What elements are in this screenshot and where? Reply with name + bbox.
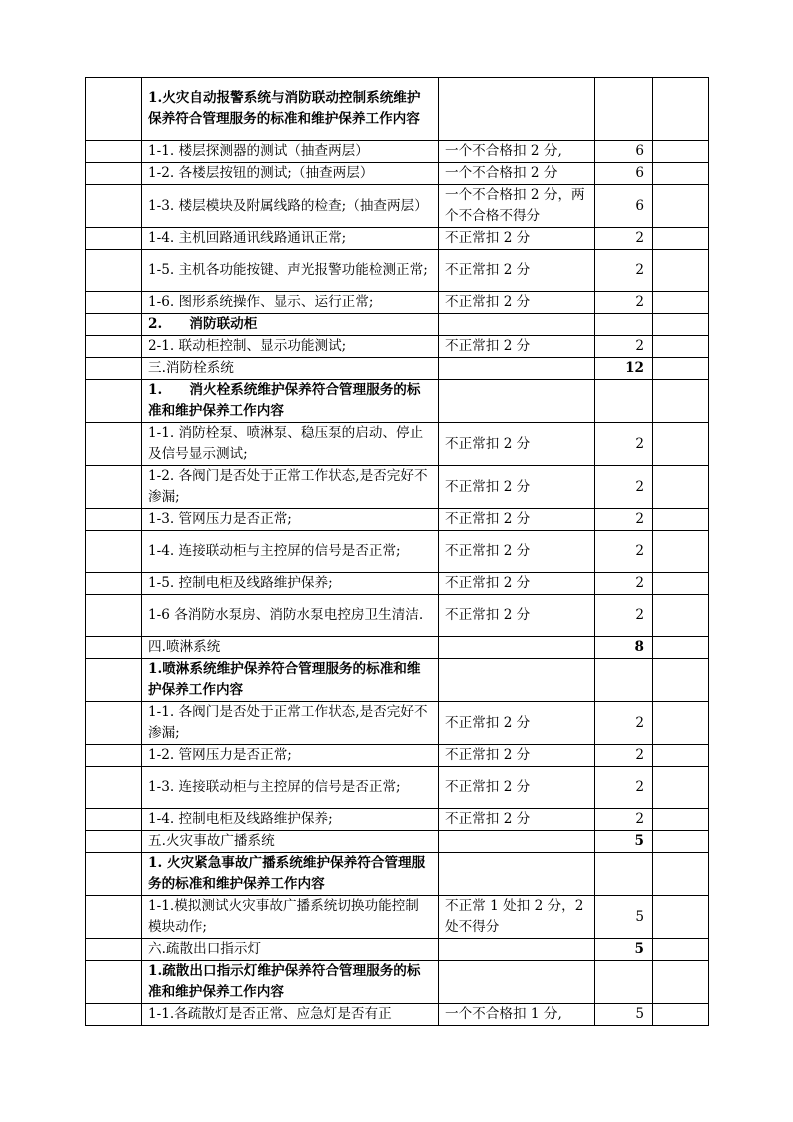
section-row [86, 637, 709, 659]
remarks-cell [653, 228, 709, 250]
table-row [86, 1004, 709, 1026]
remarks-cell [653, 1004, 709, 1026]
table-row [86, 336, 709, 358]
item-text: 1-4. 控制电柜及线路维护保养; [142, 809, 439, 831]
deduction-rule [439, 659, 595, 702]
item-text: 1-4. 连接联动柜与主控屏的信号是否正常; [142, 531, 439, 573]
score-cell: 2 [595, 702, 653, 745]
section-row [86, 939, 709, 961]
table-body [86, 78, 709, 1026]
index-cell [86, 809, 142, 831]
remarks-cell [653, 767, 709, 809]
deduction-rule: 一个不合格扣 1 分, [439, 1004, 595, 1026]
remarks-cell [653, 896, 709, 939]
deduction-rule [439, 78, 595, 141]
deduction-rule: 不正常扣 2 分 [439, 702, 595, 745]
deduction-rule [439, 358, 595, 380]
deduction-rule [439, 831, 595, 853]
heading-text: 1. 火灾紧急事故广播系统维护保养符合管理服务的标准和维护保养工作内容 [142, 853, 439, 896]
index-cell [86, 314, 142, 336]
deduction-rule: 不正常扣 2 分 [439, 745, 595, 767]
deduction-rule: 不正常 1 处扣 2 分，2 处不得分 [439, 896, 595, 939]
score-cell [595, 659, 653, 702]
deduction-rule: 一个不合格扣 2 分, [439, 141, 595, 163]
score-cell: 2 [595, 809, 653, 831]
score-cell: 6 [595, 185, 653, 228]
score-cell: 2 [595, 573, 653, 595]
remarks-cell [653, 573, 709, 595]
deduction-rule [439, 314, 595, 336]
item-text: 1-6 各消防水泵房、消防水泵电控房卫生清洁. [142, 595, 439, 637]
index-cell [86, 573, 142, 595]
item-text: 1-1. 各阀门是否处于正常工作状态,是否完好不渗漏; [142, 702, 439, 745]
deduction-rule: 不正常扣 2 分 [439, 336, 595, 358]
index-cell [86, 292, 142, 314]
remarks-cell [653, 292, 709, 314]
item-text: 1-5. 主机各功能按键、声光报警功能检测正常; [142, 250, 439, 292]
remarks-cell [653, 314, 709, 336]
remarks-cell [653, 358, 709, 380]
deduction-rule: 不正常扣 2 分 [439, 573, 595, 595]
score-cell [595, 961, 653, 1004]
heading-row [86, 380, 709, 423]
table-row [86, 809, 709, 831]
item-text: 1-4. 主机回路通讯线路通讯正常; [142, 228, 439, 250]
remarks-cell [653, 185, 709, 228]
section-title: 四.喷淋系统 [142, 637, 439, 659]
index-cell [86, 896, 142, 939]
score-cell [595, 380, 653, 423]
remarks-cell [653, 853, 709, 896]
table-row [86, 250, 709, 292]
section-title: 五.火灾事故广播系统 [142, 831, 439, 853]
index-cell [86, 466, 142, 509]
table-row [86, 767, 709, 809]
heading-text: 2. 消防联动柜 [142, 314, 439, 336]
score-cell [595, 853, 653, 896]
deduction-rule [439, 637, 595, 659]
deduction-rule [439, 961, 595, 1004]
remarks-cell [653, 745, 709, 767]
remarks-cell [653, 702, 709, 745]
item-text: 2-1. 联动柜控制、显示功能测试; [142, 336, 439, 358]
deduction-rule: 不正常扣 2 分 [439, 228, 595, 250]
item-text: 1-3. 楼层模块及附属线路的检查;（抽查两层） [142, 185, 439, 228]
index-cell [86, 78, 142, 141]
index-cell [86, 250, 142, 292]
remarks-cell [653, 637, 709, 659]
item-text: 1-1. 楼层探测器的测试（抽查两层） [142, 141, 439, 163]
heading-text: 1. 消火栓系统维护保养符合管理服务的标准和维护保养工作内容 [142, 380, 439, 423]
remarks-cell [653, 531, 709, 573]
table-row [86, 466, 709, 509]
score-cell: 2 [595, 767, 653, 809]
heading-row [86, 659, 709, 702]
section-row [86, 358, 709, 380]
heading-row [86, 853, 709, 896]
score-cell: 8 [595, 637, 653, 659]
table-row [86, 896, 709, 939]
index-cell [86, 961, 142, 1004]
item-text: 1-1.模拟测试火灾事故广播系统切换功能控制模块动作; [142, 896, 439, 939]
assessment-table [85, 77, 709, 1026]
index-cell [86, 358, 142, 380]
table-row [86, 228, 709, 250]
index-cell [86, 336, 142, 358]
index-cell [86, 659, 142, 702]
index-cell [86, 767, 142, 809]
score-cell [595, 314, 653, 336]
deduction-rule: 一个不合格扣 2 分 [439, 163, 595, 185]
heading-row [86, 78, 709, 141]
deduction-rule: 不正常扣 2 分 [439, 466, 595, 509]
index-cell [86, 380, 142, 423]
remarks-cell [653, 659, 709, 702]
index-cell [86, 141, 142, 163]
score-cell [595, 78, 653, 141]
remarks-cell [653, 163, 709, 185]
index-cell [86, 509, 142, 531]
index-cell [86, 745, 142, 767]
score-cell: 2 [595, 292, 653, 314]
score-cell: 2 [595, 595, 653, 637]
index-cell [86, 853, 142, 896]
deduction-rule: 不正常扣 2 分 [439, 809, 595, 831]
score-cell: 2 [595, 250, 653, 292]
index-cell [86, 595, 142, 637]
remarks-cell [653, 509, 709, 531]
table-row [86, 423, 709, 466]
table-row [86, 185, 709, 228]
remarks-cell [653, 141, 709, 163]
table-row [86, 595, 709, 637]
heading-text: 1.火灾自动报警系统与消防联动控制系统维护保养符合管理服务的标准和维护保养工作内容 [142, 78, 439, 141]
index-cell [86, 702, 142, 745]
heading-row [86, 314, 709, 336]
remarks-cell [653, 78, 709, 141]
table-row [86, 573, 709, 595]
item-text: 1-1. 消防栓泵、喷淋泵、稳压泵的启动、停止及信号显示测试; [142, 423, 439, 466]
remarks-cell [653, 939, 709, 961]
index-cell [86, 423, 142, 466]
index-cell [86, 637, 142, 659]
score-cell: 5 [595, 939, 653, 961]
section-title: 三.消防栓系统 [142, 358, 439, 380]
remarks-cell [653, 250, 709, 292]
score-cell: 12 [595, 358, 653, 380]
item-text: 1-2. 各阀门是否处于正常工作状态,是否完好不渗漏; [142, 466, 439, 509]
index-cell [86, 831, 142, 853]
table-row [86, 163, 709, 185]
score-cell: 2 [595, 466, 653, 509]
score-cell: 6 [595, 141, 653, 163]
heading-text: 1.疏散出口指示灯维护保养符合管理服务的标准和维护保养工作内容 [142, 961, 439, 1004]
index-cell [86, 163, 142, 185]
table-row [86, 141, 709, 163]
table-row [86, 531, 709, 573]
table-row [86, 745, 709, 767]
deduction-rule: 不正常扣 2 分 [439, 767, 595, 809]
section-row [86, 831, 709, 853]
score-cell: 6 [595, 163, 653, 185]
item-text: 1-2. 各楼层按钮的测试;（抽查两层） [142, 163, 439, 185]
deduction-rule: 一个不合格扣 2 分，两个不合格不得分 [439, 185, 595, 228]
remarks-cell [653, 831, 709, 853]
item-text: 1-2. 管网压力是否正常; [142, 745, 439, 767]
score-cell: 2 [595, 531, 653, 573]
remarks-cell [653, 336, 709, 358]
deduction-rule [439, 853, 595, 896]
remarks-cell [653, 380, 709, 423]
remarks-cell [653, 595, 709, 637]
deduction-rule: 不正常扣 2 分 [439, 423, 595, 466]
score-cell: 2 [595, 745, 653, 767]
heading-row [86, 961, 709, 1004]
remarks-cell [653, 423, 709, 466]
score-cell: 5 [595, 896, 653, 939]
score-cell: 2 [595, 228, 653, 250]
table-row [86, 702, 709, 745]
item-text: 1-3. 管网压力是否正常; [142, 509, 439, 531]
heading-text: 1.喷淋系统维护保养符合管理服务的标准和维护保养工作内容 [142, 659, 439, 702]
deduction-rule [439, 380, 595, 423]
index-cell [86, 531, 142, 573]
remarks-cell [653, 466, 709, 509]
score-cell: 2 [595, 336, 653, 358]
index-cell [86, 185, 142, 228]
item-text: 1-5. 控制电柜及线路维护保养; [142, 573, 439, 595]
item-text: 1-1.各疏散灯是否正常、应急灯是否有正 [142, 1004, 439, 1026]
score-cell: 5 [595, 831, 653, 853]
deduction-rule [439, 939, 595, 961]
deduction-rule: 不正常扣 2 分 [439, 531, 595, 573]
index-cell [86, 1004, 142, 1026]
table-row [86, 509, 709, 531]
score-cell: 5 [595, 1004, 653, 1026]
remarks-cell [653, 809, 709, 831]
table-row [86, 292, 709, 314]
item-text: 1-6. 图形系统操作、显示、运行正常; [142, 292, 439, 314]
score-cell: 2 [595, 509, 653, 531]
deduction-rule: 不正常扣 2 分 [439, 595, 595, 637]
deduction-rule: 不正常扣 2 分 [439, 292, 595, 314]
remarks-cell [653, 961, 709, 1004]
deduction-rule: 不正常扣 2 分 [439, 250, 595, 292]
item-text: 1-3. 连接联动柜与主控屏的信号是否正常; [142, 767, 439, 809]
deduction-rule: 不正常扣 2 分 [439, 509, 595, 531]
score-cell: 2 [595, 423, 653, 466]
index-cell [86, 939, 142, 961]
section-title: 六.疏散出口指示灯 [142, 939, 439, 961]
index-cell [86, 228, 142, 250]
